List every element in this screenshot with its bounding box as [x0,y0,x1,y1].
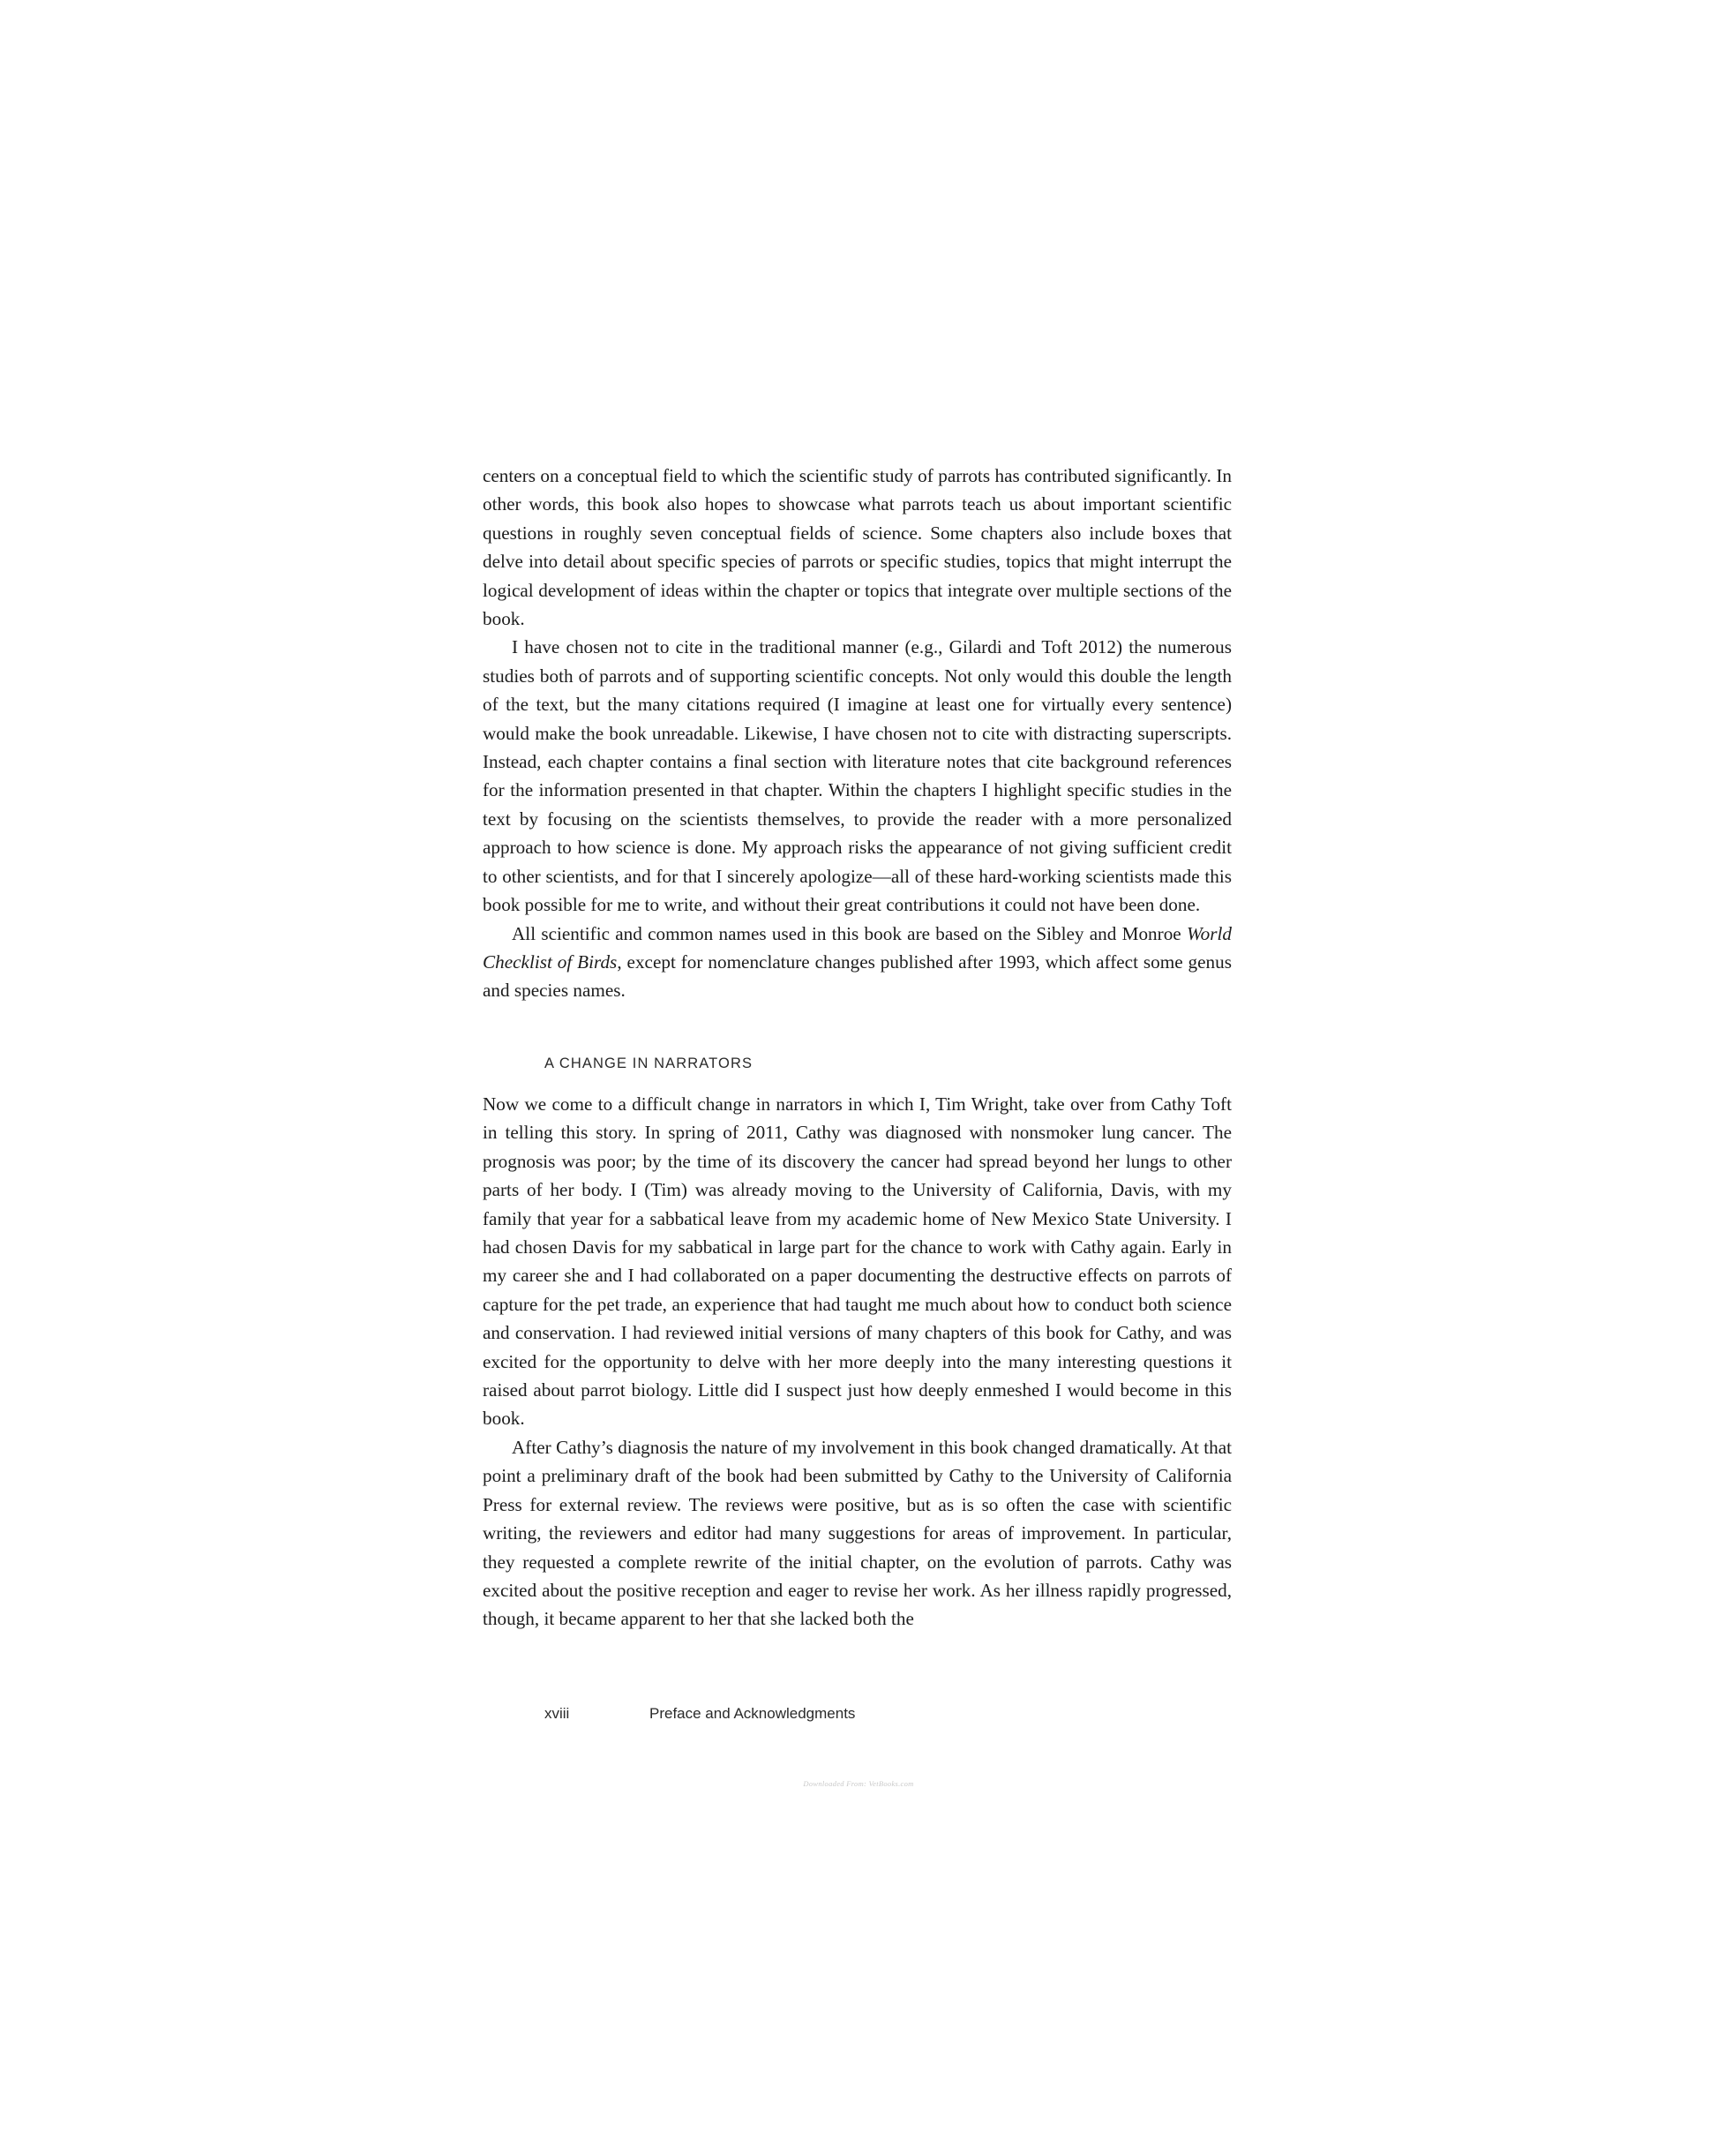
paragraph: I have chosen not to cite in the traditional manner (e.g., Gilardi and Toft 2012) the numerous studies both of parrots and of supporting scientific concepts. Not only would this double the length of the text, but the many citations required (I imagine at least one for virtually every sentence) would make the book unreadable. Likewise, I have chosen not to cite with distracting superscripts. Instead, each chapter contains a final section with literature notes that cite background references for the information presented in that chapter. Within the chapters I highlight specific studies in the text by focusing on the scientists themselves, to provide the reader with a more personalized approach to how science is done. My approach risks the appearance of not giving sufficient credit to other scientists, and for that I sincerely apologize—all of these hard-working scientists made this book possible for me to write, and without their great contributions it could not have been done. [483,636,1232,916]
body-text-bottom [483,1090,1232,1634]
section-heading: A CHANGE IN NARRATORS [544,1055,754,1071]
paragraph: After Cathy’s diagnosis the nature of my involvement in this book changed dramatically. At that point a preliminary draft of the book had been submitted by Cathy to the University of California Press for external review. The reviews were positive, but as is so often the case with scientific writing, the reviewers and editor had many suggestions for areas of improvement. In particular, they requested a complete rewrite of the initial chapter, on the evolution of parrots. Cathy was excited about the positive reception and eager to revise her work. As her illness rapidly progressed, though, it became apparent to her that she lacked both the [483,1436,1232,1630]
paragraph [483,920,1232,1005]
paragraph: Now we come to a difficult change in narrators in which I, Tim Wright, take over from Cathy Toft in telling this story. In spring of 2011, Cathy was diagnosed with nonsmoker lung cancer. The prognosis was poor; by the time of its discovery the cancer had spread beyond her lungs to other parts of her body. I (Tim) was already moving to the University of California, Davis, with my family that year for a sabbatical leave from my academic home of New Mexico State University. I had chosen Davis for my sabbatical in large part for the chance to work with Cathy again. Early in my career she and I had collaborated on a paper documenting the destructive effects on parrots of capture for the pet trade, an experience that had taught me much about how to conduct both science and conservation. I had reviewed initial versions of many chapters of this book for Cathy, and was excited for the opportunity to delve with her more deeply into the many interesting questions it raised about parrot biology. Little did I suspect just how deeply enmeshed I would become in this book. [483,1093,1232,1430]
paragraph-text: All scientific and common names used in this book are based on the Sibley and Monroe [512,922,1187,944]
body-text-top [483,462,1232,1005]
paragraph-text: , except for nomenclature changes published after 1993, which affect some genus and species names. [483,950,1232,1002]
running-footer-title: Preface and Acknowledgments [649,1705,856,1722]
paragraph: centers on a conceptual field to which the scientific study of parrots has contributed significantly. In other words, this book also hopes to showcase what parrots teach us about important scientific questions in roughly seven conceptual fields of science. Some chapters also include boxes that delve into detail about specific species of parrots or specific studies, topics that might interrupt the logical development of ideas within the chapter or topics that integrate over multiple sections of the book. [483,465,1232,630]
page-number: xviii [544,1705,570,1722]
watermark: Downloaded From: VetBooks.com [803,1779,914,1788]
book-title-italic: World Checklist of Birds [483,922,1232,973]
